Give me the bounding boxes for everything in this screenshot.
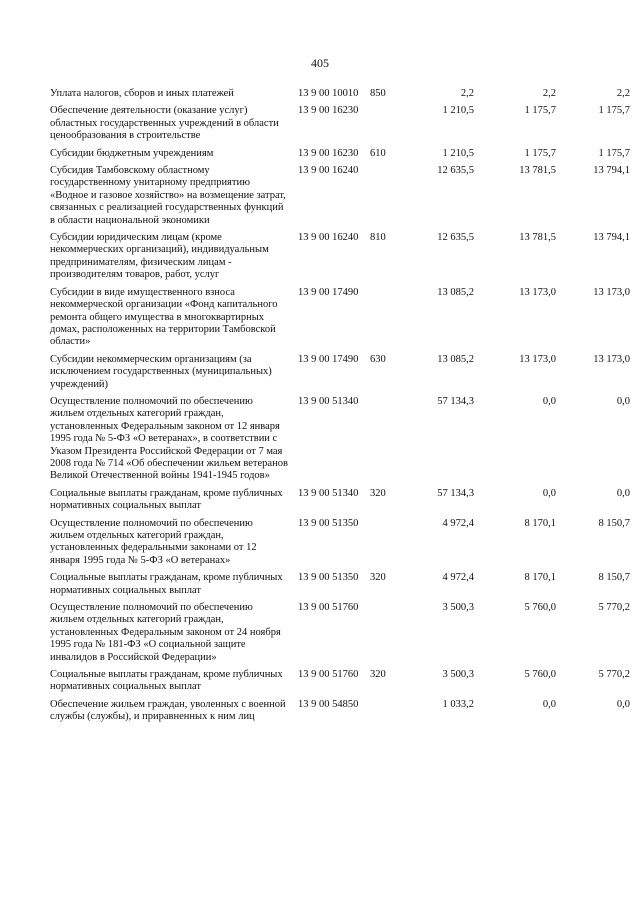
row-code: 13 9 00 16240 [298,232,359,244]
row-amount-year-3: 8 150,7 [598,572,630,584]
row-name: Субсидия Тамбовскому областному государственному унитарному предприятию «Водное и газовое хозяйство» на возмещение затрат, связанных с реализацией государственных функций в области национальной экономики [50,165,286,226]
row-expense-type: 320 [370,487,386,499]
row-amount-year-3: 2,2 [616,88,630,99]
row-expense-type [370,518,396,573]
row-amount-year-2: 8 170,1 [524,517,556,529]
row-amount-year-2: 13 781,5 [519,232,556,244]
row-amount-year-1: 12 635,5 [437,232,474,244]
row-expense-type: 630 [370,353,386,365]
row-amount-year-2: 13 781,5 [519,165,556,177]
row-code: 13 9 00 51340 [298,395,359,407]
table-row [50,518,630,573]
row-amount-year-3: 13 794,1 [593,232,630,244]
table-row [50,165,630,232]
row-amount-year-3: 1 175,7 [598,147,630,159]
row-code: 13 9 00 51350 [298,517,359,529]
row-code: 13 9 00 16230 [298,147,359,159]
row-expense-type: 850 [370,88,386,99]
row-amount-year-2: 0,0 [542,395,556,407]
row-amount-year-2: 8 170,1 [524,572,556,584]
row-amount-year-1: 4 972,4 [442,572,474,584]
row-code: 13 9 00 51340 [298,487,359,499]
row-amount-year-2: 1 175,7 [524,147,556,159]
row-amount-year-1: 12 635,5 [437,165,474,177]
table-row [50,572,630,602]
row-code: 13 9 00 51760 [298,669,359,681]
row-amount-year-3: 13 173,0 [593,353,630,365]
row-name: Субсидии некоммерческим организациям (за исключением государственных (муниципальных) учреждений) [50,353,272,390]
row-amount-year-1: 3 500,3 [442,602,474,614]
row-amount-year-3: 1 175,7 [598,105,630,117]
table-row [50,488,630,518]
row-amount-year-1: 1 033,2 [442,698,474,710]
row-expense-type [370,105,396,147]
row-name: Осуществление полномочий по обеспечению жильем отдельных категорий граждан, установленных Федеральным законом от 12 января 1995 года № 5-ФЗ «О ветеранах», в соответствии с Указом Президента Российской Федерации от 7 мая 2008 года № 714 «Об обеспечении жильем ветеранов Великой Отечественной войны 1941-1945 годов» [50,395,288,482]
table-row [50,232,630,287]
row-amount-year-1: 57 134,3 [437,487,474,499]
row-amount-year-2: 13 173,0 [519,353,556,365]
row-amount-year-2: 5 760,0 [524,669,556,681]
table-row [50,287,630,354]
row-amount-year-1: 3 500,3 [442,669,474,681]
row-code: 13 9 00 51350 [298,572,359,584]
row-expense-type [370,396,396,488]
row-expense-type [370,699,396,729]
budget-table [50,88,630,729]
row-amount-year-2: 2,2 [542,88,556,99]
row-amount-year-3: 5 770,2 [598,602,630,614]
row-amount-year-3: 5 770,2 [598,669,630,681]
table-row [50,699,630,729]
row-code: 13 9 00 16230 [298,105,359,117]
budget-table-body [50,88,630,729]
row-code: 13 9 00 54850 [298,698,359,710]
row-amount-year-2: 0,0 [542,698,556,710]
row-code: 13 9 00 16240 [298,165,359,177]
row-expense-type: 810 [370,232,386,244]
row-name: Осуществление полномочий по обеспечению жильем отдельных категорий граждан, установленных Федеральным законом от 24 ноября 1995 года № 181-ФЗ «О социальной защите инвалидов в Российской Федерации» [50,602,281,663]
table-row [50,105,630,147]
row-amount-year-3: 0,0 [616,487,630,499]
row-amount-year-1: 13 085,2 [437,353,474,365]
row-amount-year-1: 13 085,2 [437,286,474,298]
row-amount-year-3: 0,0 [616,698,630,710]
row-amount-year-1: 1 210,5 [442,105,474,117]
row-amount-year-2: 0,0 [542,487,556,499]
row-name: Субсидии в виде имущественного взноса некоммерческой организации «Фонд капитального ремонта общего имущества в многоквартирных домах, расположенных на территории Тамбовской области» [50,286,278,348]
row-amount-year-3: 8 150,7 [598,517,630,529]
row-amount-year-1: 4 972,4 [442,517,474,529]
table-row [50,148,630,165]
table-row [50,602,630,669]
row-amount-year-2: 5 760,0 [524,602,556,614]
row-amount-year-1: 1 210,5 [442,147,474,159]
row-name: Социальные выплаты гражданам, кроме публичных нормативных социальных выплат [50,487,283,512]
row-amount-year-1: 57 134,3 [437,395,474,407]
row-code: 13 9 00 51760 [298,602,359,614]
table-row [50,88,630,105]
table-row [50,396,630,488]
row-name: Обеспечение жильем граждан, уволенных с военной службы (службы), и приравненных к ним лиц [50,698,286,723]
row-name: Осуществление полномочий по обеспечению жильем отдельных категорий граждан, установленных федеральными законами от 12 января 1995 года № 5-ФЗ «О ветеранах» [50,517,257,566]
row-name: Социальные выплаты гражданам, кроме публичных нормативных социальных выплат [50,572,283,596]
row-code: 13 9 00 17490 [298,286,359,298]
table-row [50,669,630,699]
row-expense-type [370,287,396,354]
row-amount-year-1: 2,2 [460,88,474,99]
row-amount-year-2: 1 175,7 [524,105,556,117]
row-amount-year-2: 13 173,0 [519,286,556,298]
row-amount-year-3: 13 173,0 [593,286,630,298]
row-code: 13 9 00 10010 [298,88,359,99]
table-row [50,354,630,396]
row-amount-year-3: 0,0 [616,395,630,407]
row-amount-year-3: 13 794,1 [593,165,630,177]
page-number: 405 [311,56,329,70]
row-expense-type [370,165,396,232]
row-name: Социальные выплаты гражданам, кроме публичных нормативных социальных выплат [50,669,283,693]
row-expense-type [370,602,396,669]
row-name: Уплата налогов, сборов и иных платежей [50,88,234,99]
row-expense-type: 320 [370,669,386,681]
row-name: Субсидии бюджетным учреждениям [50,147,214,159]
row-name: Обеспечение деятельности (оказание услуг) областных государственных учреждений в области ценообразования в строительстве [50,105,279,142]
row-code: 13 9 00 17490 [298,353,359,365]
row-name: Субсидии юридическим лицам (кроме некоммерческих организаций), индивидуальным предпринимателям, физическим лицам - производителям товаров, работ, услуг [50,232,269,281]
row-expense-type: 610 [370,147,386,159]
row-expense-type: 320 [370,572,386,584]
